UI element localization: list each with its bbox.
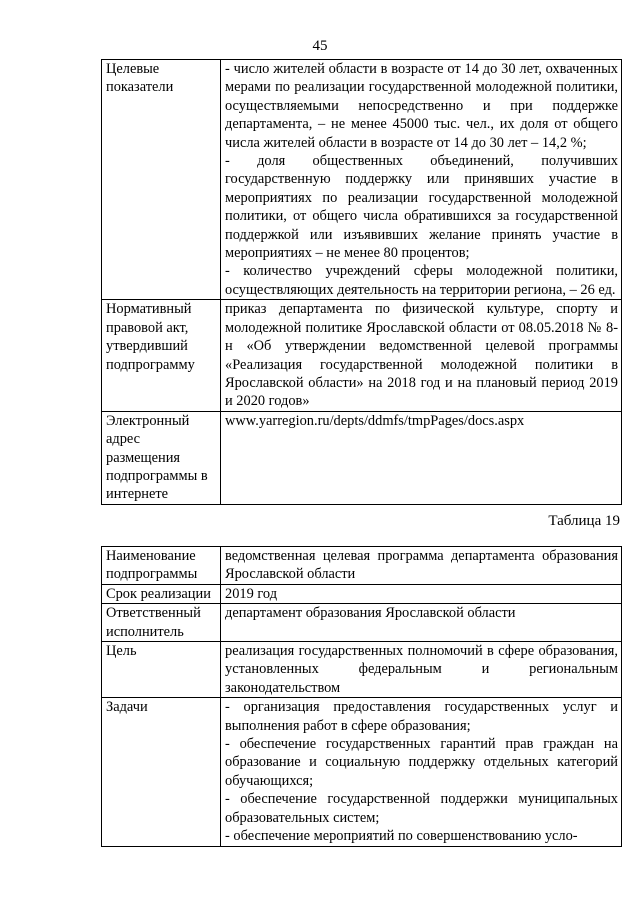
responsible-executor-text: департамент образования Ярославской области: [225, 605, 516, 622]
implementation-period-text: 2019 год: [225, 585, 278, 602]
table-row: [102, 604, 622, 642]
row-content-implementation-period: [221, 584, 622, 603]
task-item: - обеспечение мероприятий по совершенствованию усло-: [225, 828, 578, 845]
web-address-link[interactable]: www.yarregion.ru/depts/ddmfs/tmpPages/docs.aspx: [225, 412, 525, 429]
task-item: - обеспечение государственной поддержки муниципальных образовательных систем;: [225, 791, 618, 826]
subprogram-passport-table-continued: [101, 59, 622, 505]
row-label-legal-act: Нормативный правовой акт, утвердивший подпрограмму: [102, 300, 221, 411]
row-content-target-indicators: [221, 60, 622, 300]
table-row: [102, 698, 622, 846]
row-content-tasks: [221, 698, 622, 846]
table-row: [102, 584, 622, 603]
row-label-tasks: Задачи: [102, 698, 221, 846]
row-content-web-address: [221, 411, 622, 504]
subprogram-name-text: ведомственная целевая программа департамента образования Ярославской области: [225, 548, 618, 583]
table-row: [102, 642, 622, 698]
row-label-responsible-executor: Ответственный исполнитель: [102, 604, 221, 642]
table-caption: Таблица 19: [548, 513, 620, 529]
indicator-item: - доля общественных объединений, получивших государственную поддержку или принявших участие в мероприятиях по реализации государственной молодежной политики, от общего числа обратившихся за государственной поддержкой или изъявивших желание принять участие в мероприятиях – не менее 80 процентов;: [225, 153, 618, 262]
table-row: [102, 547, 622, 585]
row-label-target-indicators: Целевые показатели: [102, 60, 221, 300]
task-item: - организация предоставления государственных услуг и выполнения работ в сфере образования;: [225, 699, 618, 734]
legal-act-text: приказ департамента по физической культуре, спорту и молодежной политике Ярославской области от 08.05.2018 № 8-н «Об утверждении ведомственной целевой программы «Реализация государственной молодежной политики в Ярославской области» на 2018 год и на плановый период 2019 и 2020 годов»: [225, 301, 618, 410]
row-content-subprogram-name: [221, 547, 622, 585]
subprogram-passport-table-19: [101, 546, 622, 847]
row-label-goal: Цель: [102, 642, 221, 698]
row-label-web-address: Электронный адрес размещения подпрограммы в интернете: [102, 411, 221, 504]
table-row: [102, 60, 622, 300]
row-content-goal: [221, 642, 622, 698]
table-row: [102, 300, 622, 411]
task-item: - обеспечение государственных гарантий прав граждан на образование и социальную поддержку отдельных категорий обучающихся;: [225, 736, 618, 789]
goal-text: реализация государственных полномочий в сфере образования, установленных федеральным и региональным законодательством: [225, 643, 618, 696]
row-label-implementation-period: Срок реализации: [102, 584, 221, 603]
indicator-item: - число жителей области в возрасте от 14 до 30 лет, охваченных мерами по реализации государственной молодежной политики, осуществляемыми непосредственно и при поддержке департамента, – не менее 45000 тыс. чел., их доля от общего числа жителей области в возрасте от 14 до 30 лет – 14,2 %;: [225, 61, 618, 151]
row-content-legal-act: [221, 300, 622, 411]
page-number: 45: [312, 38, 328, 54]
indicator-item: - количество учреждений сферы молодежной политики, осуществляющих деятельность на территории региона, – 26 ед.: [225, 263, 618, 298]
row-content-responsible-executor: [221, 604, 622, 642]
row-label-subprogram-name: Наименование подпрограммы: [102, 547, 221, 585]
table-row: [102, 411, 622, 504]
